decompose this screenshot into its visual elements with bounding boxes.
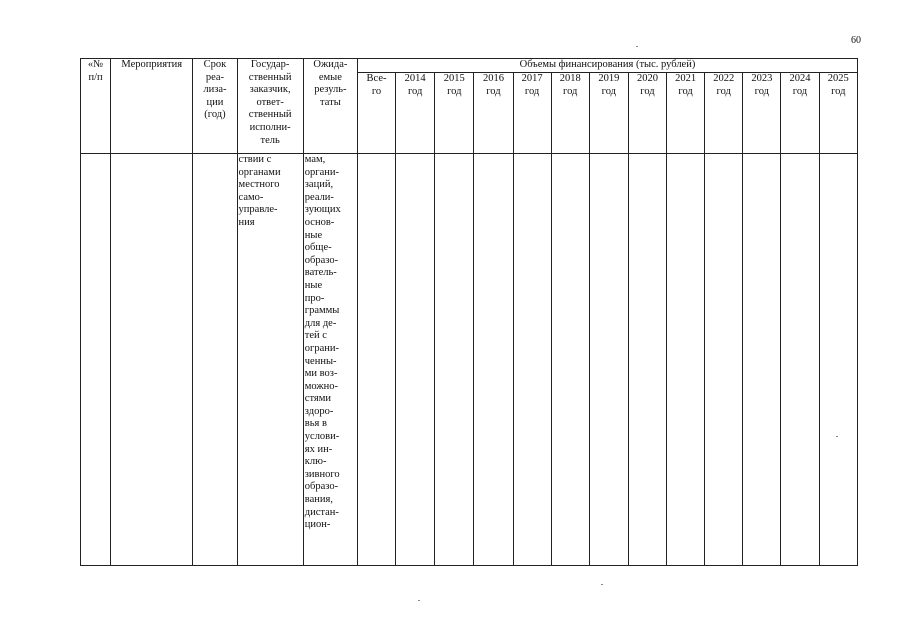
- cell-2018: [551, 154, 589, 566]
- header-year-2015: 2015 год: [435, 73, 474, 154]
- cell-2024: [781, 154, 819, 566]
- header-year-2021: 2021 год: [667, 73, 705, 154]
- header-results: Ожида- емые резуль- таты: [303, 59, 357, 154]
- cell-customer: ствии с органами местного само- управле- ния: [237, 154, 303, 566]
- header-year-2017: 2017 год: [513, 73, 551, 154]
- cell-2019: [589, 154, 628, 566]
- header-year-2023: 2023 год: [743, 73, 781, 154]
- cell-term: [193, 154, 237, 566]
- scan-speck: [636, 46, 638, 47]
- header-year-2018: 2018 год: [551, 73, 589, 154]
- header-year-2016: 2016 год: [474, 73, 513, 154]
- cell-2021: [667, 154, 705, 566]
- cell-2022: [705, 154, 743, 566]
- cell-num: [81, 154, 111, 566]
- cell-results: мам, органи- заций, реали- зующих основ- ные обще- образо- ватель- ные про- граммы для де- тей с ограни- ченны- ми воз- можно- стями здоро- вья в услови- ях ин- клю- зивного образо- вания, дистан- цион-: [303, 154, 357, 566]
- cell-2014: [396, 154, 435, 566]
- scan-speck: [601, 584, 603, 585]
- cell-2016: [474, 154, 513, 566]
- header-num: «№ п/п: [81, 59, 111, 154]
- header-year-2025: 2025 год: [819, 73, 857, 154]
- cell-2025: [819, 154, 857, 566]
- page-number: 60: [851, 35, 861, 46]
- header-year-2019: 2019 год: [589, 73, 628, 154]
- header-customer: Государ- ственный заказчик, ответ- ственный исполни- тель: [237, 59, 303, 154]
- header-measures: Мероприятия: [111, 59, 193, 154]
- cell-2023: [743, 154, 781, 566]
- header-year-2020: 2020 год: [628, 73, 666, 154]
- cell-2017: [513, 154, 551, 566]
- header-funding-title: Объемы финансирования (тыс. рублей): [357, 59, 857, 73]
- cell-measures: [111, 154, 193, 566]
- cell-2015: [435, 154, 474, 566]
- header-year-total: Все- го: [357, 73, 395, 154]
- header-year-2022: 2022 год: [705, 73, 743, 154]
- header-term: Срок реа- лиза- ции (год): [193, 59, 237, 154]
- cell-2020: [628, 154, 666, 566]
- scan-speck: [418, 600, 420, 601]
- scan-speck: [836, 436, 838, 437]
- header-year-2014: 2014 год: [396, 73, 435, 154]
- table-row: [81, 154, 858, 566]
- cell-total: [357, 154, 395, 566]
- funding-table: [80, 58, 858, 566]
- header-year-2024: 2024 год: [781, 73, 819, 154]
